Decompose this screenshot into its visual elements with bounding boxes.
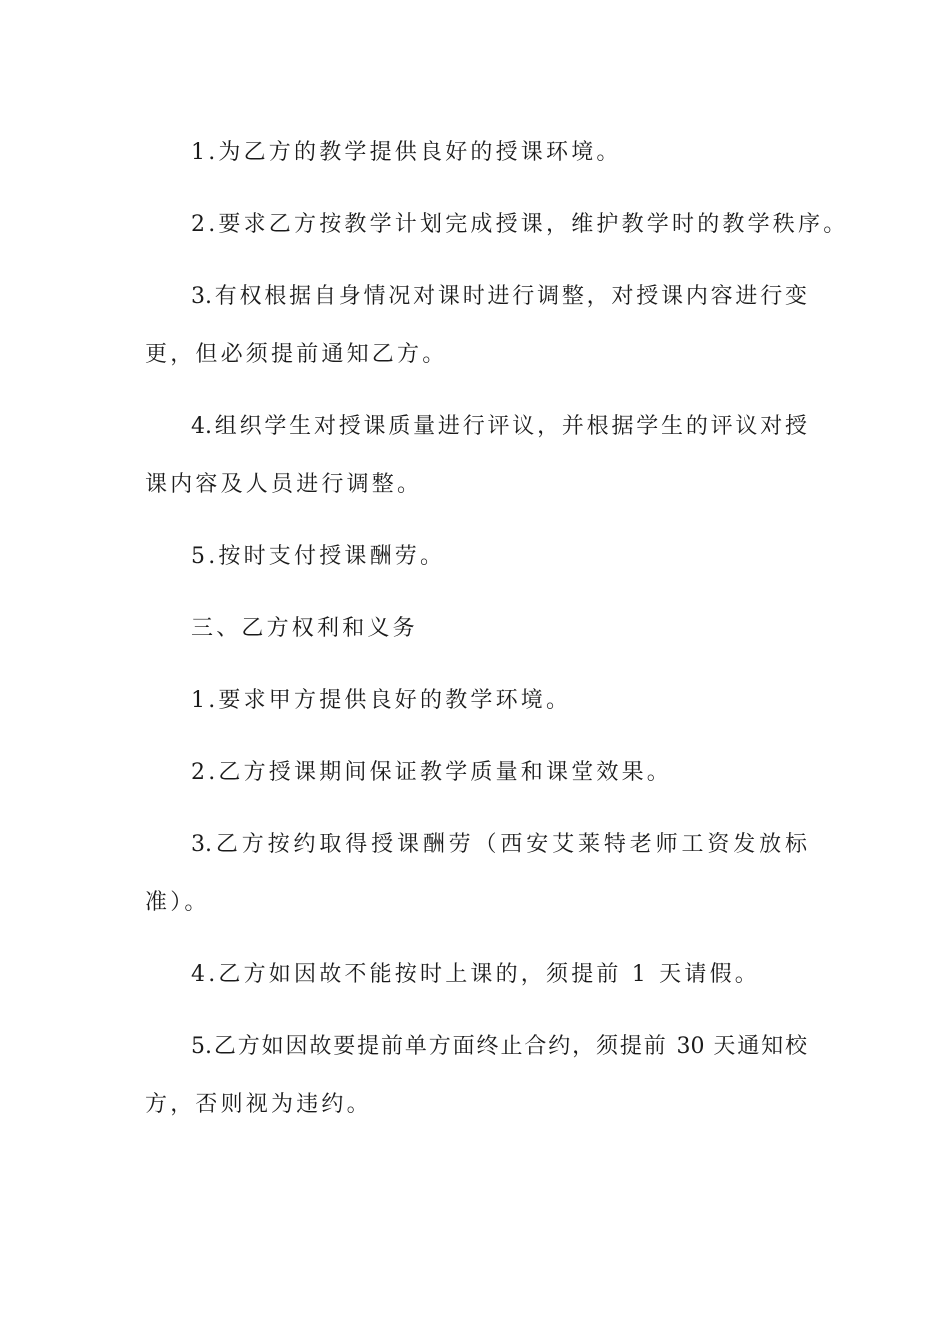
paragraph-line: 5.乙方如因故要提前单方面终止合约，须提前 30 天通知校: [191, 1034, 807, 1059]
document-body: [145, 124, 849, 1134]
section-heading: 三、乙方权利和义务: [191, 616, 418, 641]
paragraph-line: 3.乙方按约取得授课酬劳（西安艾莱特老师工资发放标: [191, 832, 807, 857]
paragraph-line: 方，否则视为违约。: [145, 1092, 372, 1117]
paragraph-line: 1.为乙方的教学提供良好的授课环境。: [191, 140, 622, 165]
paragraph-line: 课内容及人员进行调整。: [145, 472, 423, 497]
paragraph-line: 4.乙方如因故不能按时上课的，须提前 1 天请假。: [191, 962, 760, 987]
paragraph-line: 3.有权根据自身情况对课时进行调整，对授课内容进行变: [191, 284, 807, 309]
paragraph-line: 1.要求甲方提供良好的教学环境。: [191, 688, 572, 713]
paragraph-line: 准）。: [145, 890, 210, 915]
paragraph-line: 5.按时支付授课酬劳。: [191, 544, 446, 569]
paragraph-line: 2.要求乙方按教学计划完成授课，维护教学时的教学秩序。: [191, 212, 849, 237]
paragraph-line: 4.组织学生对授课质量进行评议，并根据学生的评议对授: [191, 414, 807, 439]
paragraph-line: 更，但必须提前通知乙方。: [145, 342, 448, 367]
paragraph-line: 2.乙方授课期间保证教学质量和课堂效果。: [191, 760, 672, 785]
